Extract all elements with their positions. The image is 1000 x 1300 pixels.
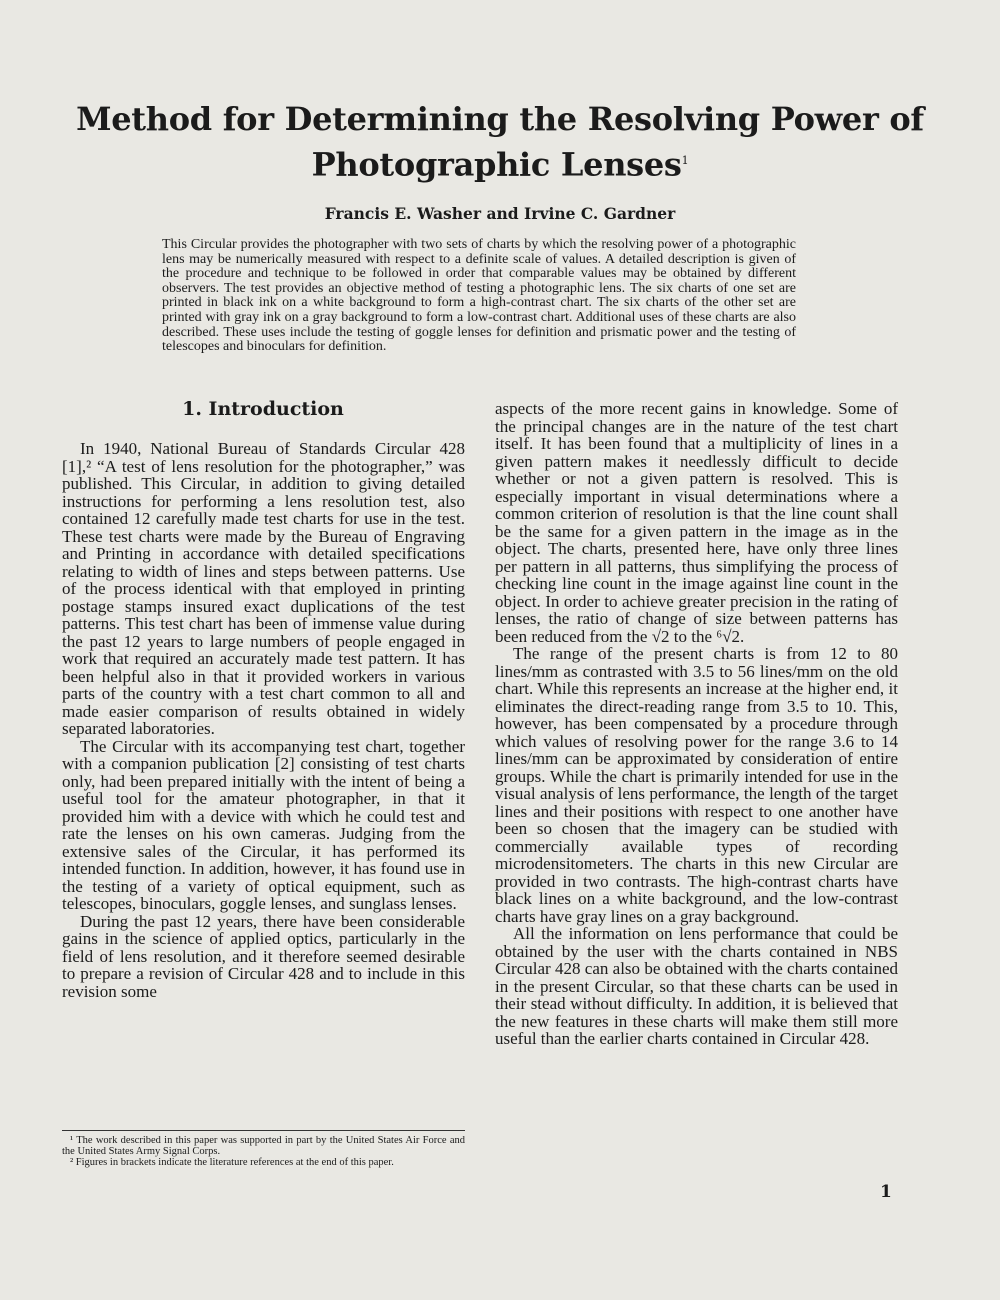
right-column <box>495 400 898 1048</box>
footnote: ² Figures in brackets indicate the literature references at the end of this paper. <box>70 1157 394 1168</box>
abstract: This Circular provides the photographer with two sets of charts by which the resolving power of a photographic lens may be numerically measured with respect to a definite scale of values. A detailed description is given of the procedure and technique to be followed in order that comparable values may be obtained by different observers. The test provides an objective method of testing a photographic lens. The six charts of one set are printed in black ink on a white background to form a high-contrast chart. The six charts of the other set are printed with gray ink on a gray background to form a low-contrast chart. Additional uses of these charts are also described. These uses include the testing of goggle lenses for definition and prismatic power and the testing of telescopes and binoculars for definition. <box>162 237 796 355</box>
paragraph: In 1940, National Bureau of Standards Circular 428 [1],² “A test of lens resolution for the photographer,” was published. This Circular, in addition to giving detailed instructions for performing a lens resolution test, also contained 12 carefully made test charts for use in the test. These test charts were made by the Bureau of Engraving and Printing in accordance with detailed specifications relating to width of lines and steps between patterns. Use of the process identical with that employed in printing postage stamps insured exact duplications of the test patterns. This test chart has been of immense value during the past 12 years to large numbers of people engaged in work that required an accurately made test pattern. It has been helpful also in that it provided workers in various parts of the country with a test chart common to all and made easier comparison of results obtained in widely separated laboratories. <box>62 439 465 738</box>
paragraph: The Circular with its accompanying test chart, together with a companion publication [2] consisting of test charts only, had been prepared initially with the intent of being a useful tool for the amateur photographer, in that it provided him with a device with which he could test and rate the lenses on his own cameras. Judging from the extensive sales of the Circular, it has performed its intended function. In addition, however, it has found use in the testing of a variety of optical equipment, such as telescopes, binoculars, goggle lenses, and sunglass lenses. <box>62 736 465 913</box>
title-footnote-marker: 1 <box>681 154 689 167</box>
paragraph: The range of the present charts is from 12 to 80 lines/mm as contrasted with 3.5 to 56 lines/mm on the old chart. While this represents an increase at the higher end, it eliminates the direct-reading range from 3.5 to 10. This, however, has been compensated by a procedure through which values of resolving power for the range 3.6 to 14 lines/mm can be approximated by consideration of entire groups. While the chart is primarily intended for use in the visual analysis of lens performance, the length of the target lines and their positions with respect to one another have been so chosen that the imagery can be studied with commercially available types of recording microdensitometers. The charts in this new Circular are provided in two contrasts. The high-contrast charts have black lines on a white background, and the low-contrast charts have gray lines on a gray background. <box>495 644 898 926</box>
paragraph: During the past 12 years, there have been considerable gains in the science of applied optics, particularly in the field of lens resolution, and it therefore seemed desirable to prepare a revision of Circular 428 and to include in this revision some <box>62 911 465 1001</box>
author-line: Francis E. Washer and Irvine C. Gardner <box>324 204 676 223</box>
left-column <box>62 440 465 1000</box>
section-heading: 1. Introduction <box>182 398 344 420</box>
page-number: 1 <box>880 1182 892 1202</box>
footnote: ¹ The work described in this paper was supported in part by the United States Air Force and the United States Army Signal Corps. <box>62 1135 465 1157</box>
paragraph: aspects of the more recent gains in knowledge. Some of the principal changes are in the nature of the test chart itself. It has been found that a multiplicity of lines in a given pattern makes it needlessly difficult to decide whether or not a given pattern is resolved. This is especially important in visual determinations where a common criterion of resolution is that the line count shall be the same for a given pattern in the image as in the object. The charts, presented here, have only three lines per pattern in all patterns, thus simplifying the process of checking line count in the image against line count in the object. In order to achieve greater precision in the rating of lenses, the ratio of change of size between patterns has been reduced from the √2 to the ⁶√2. <box>495 399 898 646</box>
footnotes <box>62 1130 465 1168</box>
paper-title-text: Method for Determining the Resolving Power of Photographic Lenses <box>76 100 924 184</box>
paragraph: All the information on lens performance that could be obtained by the user with the charts contained in NBS Circular 428 can also be obtained with the charts contained in the present Circular, so that these charts can be used in their stead without difficulty. In addition, it is believed that the new features in these charts will make them still more useful than the earlier charts contained in Circular 428. <box>495 924 898 1048</box>
paper-title <box>60 98 940 186</box>
